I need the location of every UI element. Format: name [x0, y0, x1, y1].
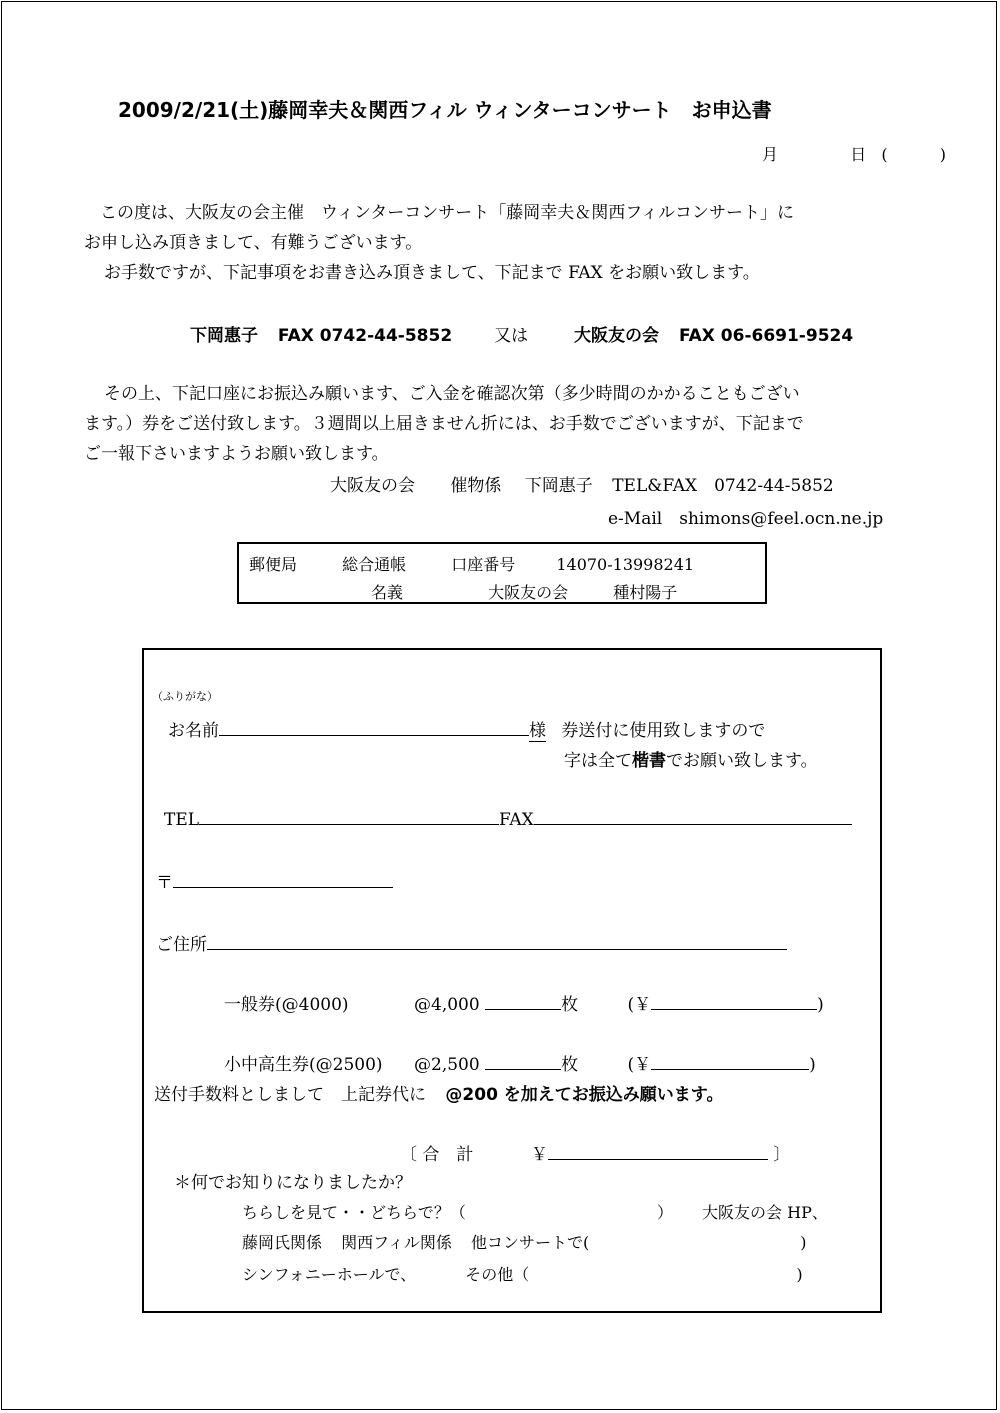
ticket-label: 小中高生券(@2500) — [224, 1055, 383, 1075]
day-label: 日 — [850, 145, 867, 164]
fee-row — [154, 1080, 723, 1105]
survey-other-close: ) — [796, 1265, 803, 1284]
name-note-2-bold: 楷書 — [632, 751, 666, 771]
contact-person: 下岡惠子 — [524, 476, 593, 496]
account-holder-org: 大阪友の会 — [488, 583, 569, 602]
account-type: 総合通帳 — [342, 555, 407, 574]
survey-flyer[interactable]: ちらしを見て・・どちらで？（ — [242, 1203, 466, 1222]
ticket-amount-input[interactable] — [651, 1053, 809, 1070]
survey-other-concert[interactable]: 他コンサートで( — [470, 1233, 590, 1252]
payment-line-2: ます。）券をご送付致します。３週間以上届きません折には、お手数でございますが、下記まで — [84, 414, 804, 434]
ticket-price: @4,000 — [414, 995, 480, 1015]
fax-number-2: FAX 06-6691-9524 — [678, 326, 854, 346]
contact-tel: TEL&FAX 0742-44-5852 — [612, 476, 834, 496]
address-label: ご住所 — [156, 935, 207, 955]
order-form — [142, 648, 882, 1313]
fax-line — [190, 321, 853, 346]
sama-label: 様 — [529, 721, 546, 741]
account-label: 口座番号 — [451, 555, 516, 574]
payment-line-3: ご一報下さいますようお願い致します。 — [84, 444, 389, 464]
address-row — [156, 930, 787, 955]
fax-name-1: 下岡惠子 — [190, 326, 258, 346]
fax-number-1: FAX 0742-44-5852 — [277, 326, 453, 346]
account-holder-name: 種村陽子 — [613, 583, 678, 602]
ticket-yen: (￥ — [627, 995, 652, 1015]
ticket-count-input[interactable] — [485, 1053, 561, 1070]
contact-email: e-Mail shimons@feel.ocn.ne.jp — [608, 509, 884, 529]
ticket-label: 一般券(@4000) — [224, 995, 349, 1015]
account-bank: 郵便局 — [249, 555, 298, 574]
fax-input[interactable] — [534, 808, 852, 825]
ticket-unit: 枚 — [561, 1055, 579, 1075]
tel-fax-row — [164, 808, 852, 830]
postal-row — [156, 868, 393, 893]
account-number: 14070-13998241 — [556, 555, 695, 574]
name-label: お名前 — [168, 721, 219, 741]
account-holder-label: 名義 — [371, 583, 404, 602]
name-note-2-post: でお願い致します。 — [666, 751, 818, 771]
survey-flyer-close: ） — [656, 1203, 673, 1222]
name-note-1: 券送付に使用致しますので — [561, 721, 766, 741]
intro-line-2: お申し込み頂きまして、有難うございます。 — [84, 233, 423, 253]
ticket-count-input[interactable] — [485, 993, 561, 1010]
ticket-row-student — [224, 1050, 816, 1075]
survey-kansai[interactable]: 関西フィル関係 — [341, 1233, 452, 1252]
fax-or: 又は — [494, 326, 529, 346]
contact-role: 催物係 — [450, 476, 502, 496]
postal-input[interactable] — [173, 871, 393, 888]
bank-account-box — [237, 542, 767, 604]
name-input[interactable] — [219, 719, 529, 736]
ticket-price: @2,500 — [414, 1055, 480, 1075]
survey-fujioka[interactable]: 藤岡氏関係 — [242, 1233, 323, 1252]
fee-bold-text: @200 を加えてお振込み願います。 — [445, 1085, 724, 1105]
ticket-yen: (￥ — [627, 1055, 652, 1075]
ticket-amount-input[interactable] — [651, 993, 817, 1010]
date-field — [762, 142, 946, 165]
page-title: 2009/2/21(土)藤岡幸夫＆関西フィル ウィンターコンサート お申込書 — [118, 98, 772, 122]
postal-label: 〒 — [156, 873, 173, 893]
survey-row-2 — [242, 1230, 807, 1253]
survey-symphony[interactable]: シンフォニーホールで、 — [242, 1265, 417, 1284]
name-row — [168, 716, 765, 741]
fax-label: FAX — [499, 810, 534, 830]
fee-text: 送付手数料としまして 上記券代に — [154, 1085, 426, 1105]
ticket-row-general — [224, 990, 824, 1015]
total-label: 〔 合 計 — [400, 1145, 474, 1165]
survey-row-1 — [242, 1200, 828, 1223]
name-note-2 — [564, 746, 818, 771]
total-close: 〕 — [773, 1145, 791, 1165]
tel-label: TEL — [164, 810, 200, 830]
total-input[interactable] — [548, 1143, 768, 1160]
survey-title: ＊何でお知りになりましたか？ — [174, 1173, 412, 1193]
month-label: 月 — [762, 145, 779, 164]
ticket-close: ) — [809, 1055, 816, 1075]
survey-other-concert-close: ) — [800, 1233, 807, 1252]
contact-org: 大阪友の会 — [330, 476, 415, 496]
furigana-label: （ふりがな） — [152, 690, 218, 703]
contact-line — [330, 471, 834, 496]
fax-name-2: 大阪友の会 — [574, 326, 660, 346]
name-note-2-pre: 字は全て — [564, 751, 632, 771]
weekday-open: ( — [881, 145, 888, 164]
total-yen: ￥ — [530, 1145, 548, 1165]
weekday-close: ) — [939, 145, 946, 164]
tel-input[interactable] — [199, 808, 499, 825]
intro-line-1: この度は、大阪友の会主催 ウィンターコンサート「藤岡幸夫＆関西フィルコンサート」に — [100, 203, 794, 223]
payment-line-1: その上、下記口座にお振込み願います、ご入金を確認次第（多少時間のかかることもござい — [104, 384, 800, 404]
intro-line-3: お手数ですが、下記事項をお書き込み頂きまして、下記まで FAX をお願い致します。 — [104, 263, 760, 283]
ticket-unit: 枚 — [561, 995, 579, 1015]
address-input[interactable] — [207, 933, 787, 950]
ticket-close: ) — [817, 995, 824, 1015]
survey-other[interactable]: その他（ — [465, 1265, 530, 1284]
total-row — [400, 1140, 790, 1165]
survey-hp[interactable]: 大阪友の会 HP、 — [702, 1203, 828, 1222]
survey-row-3 — [242, 1262, 803, 1285]
